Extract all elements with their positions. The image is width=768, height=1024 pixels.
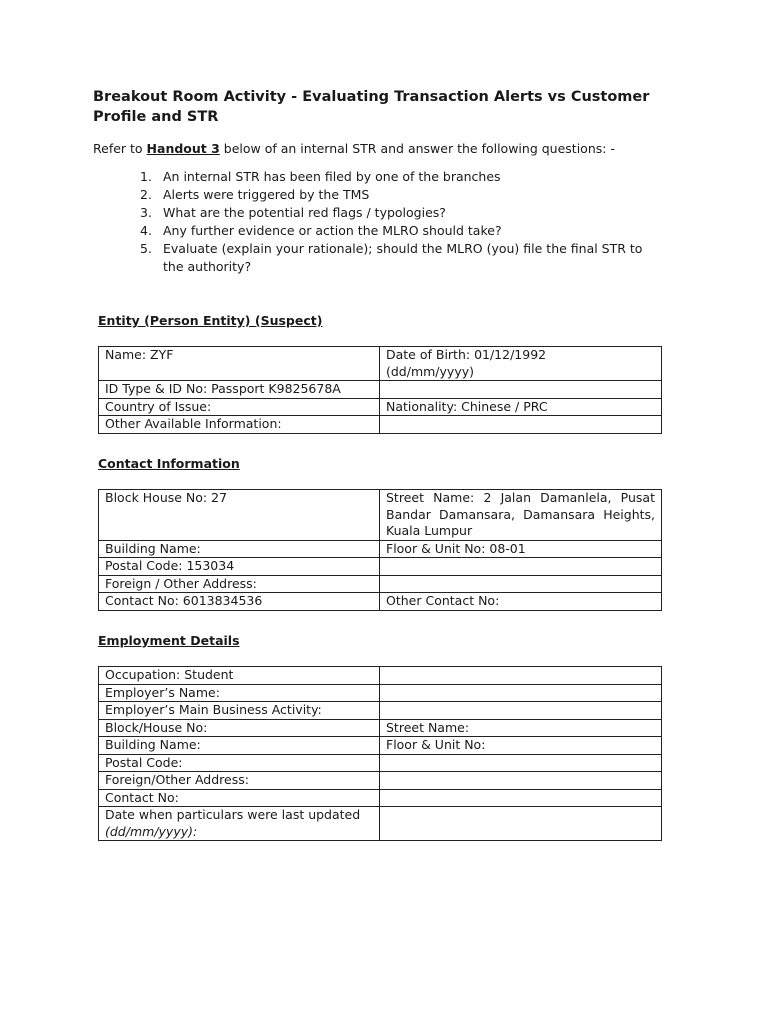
contact-no-cell: Contact No: — [99, 789, 380, 807]
table-row — [99, 416, 662, 434]
empty-cell — [380, 558, 662, 576]
id-cell: ID Type & ID No: Passport K9825678A — [99, 381, 380, 399]
contact-heading: Contact Information — [98, 456, 240, 471]
entity-heading: Entity (Person Entity) (Suspect) — [98, 313, 323, 328]
contact-no-cell: Contact No: 6013834536 — [99, 593, 380, 611]
last-updated-label: Date when particulars were last updated — [105, 807, 361, 822]
empty-cell — [380, 416, 662, 434]
question-number: 1. — [140, 169, 152, 184]
name-cell: Name: ZYF — [99, 347, 380, 381]
empty-cell — [380, 772, 662, 790]
empty-cell — [380, 381, 662, 399]
contact-table — [98, 489, 662, 611]
table-row — [99, 347, 662, 381]
postal-cell: Postal Code: 153034 — [99, 558, 380, 576]
employer-name-cell: Employer’s Name: — [99, 684, 380, 702]
other-contact-cell: Other Contact No: — [380, 593, 662, 611]
nationality-cell: Nationality: Chinese / PRC — [380, 398, 662, 416]
question-item — [140, 222, 660, 240]
dob-cell — [380, 347, 662, 381]
question-item — [140, 186, 660, 204]
question-text: Any further evidence or action the MLRO should take? — [163, 223, 502, 238]
table-row — [99, 719, 662, 737]
business-activity-cell: Employer’s Main Business Activity: — [99, 702, 380, 720]
table-row — [99, 667, 662, 685]
building-cell: Building Name: — [99, 737, 380, 755]
question-number: 4. — [140, 223, 152, 238]
question-text: Evaluate (explain your rationale); should the MLRO (you) file the final STR to the authority? — [163, 241, 643, 274]
question-number: 5. — [140, 241, 152, 256]
question-item — [140, 204, 660, 222]
question-list — [140, 168, 660, 276]
table-row — [99, 702, 662, 720]
table-row — [99, 754, 662, 772]
building-cell: Building Name: — [99, 540, 380, 558]
table-row — [99, 772, 662, 790]
question-text: What are the potential red flags / typologies? — [163, 205, 446, 220]
table-row — [99, 789, 662, 807]
floor-cell: Floor & Unit No: 08-01 — [380, 540, 662, 558]
empty-cell — [380, 684, 662, 702]
table-row — [99, 490, 662, 541]
table-row — [99, 575, 662, 593]
table-row — [99, 540, 662, 558]
street-cell: Street Name: — [380, 719, 662, 737]
employment-heading: Employment Details — [98, 633, 240, 648]
question-number: 3. — [140, 205, 152, 220]
street-cell: Street Name: 2 Jalan Damanlela, Pusat Bandar Damansara, Damansara Heights, Kuala Lumpur — [380, 490, 662, 541]
foreign-address-cell: Foreign/Other Address: — [99, 772, 380, 790]
table-row — [99, 398, 662, 416]
dob-format: (dd/mm/yyyy) — [386, 363, 474, 379]
last-updated-cell — [99, 807, 380, 841]
table-row — [99, 558, 662, 576]
page-title: Breakout Room Activity - Evaluating Transaction Alerts vs Customer Profile and STR — [93, 89, 650, 125]
foreign-address-cell: Foreign / Other Address: — [99, 575, 380, 593]
empty-cell — [380, 702, 662, 720]
other-info-cell: Other Available Information: — [99, 416, 380, 434]
empty-cell — [380, 807, 662, 841]
empty-cell — [380, 667, 662, 685]
empty-cell — [380, 575, 662, 593]
handout-reference: Handout 3 — [146, 141, 220, 156]
employment-table — [98, 666, 662, 841]
table-row — [99, 737, 662, 755]
intro-suffix: below of an internal STR and answer the following questions: - — [219, 141, 615, 156]
intro-prefix: Refer to — [93, 141, 147, 156]
question-item — [140, 240, 660, 276]
table-row — [99, 684, 662, 702]
dob-value: Date of Birth: 01/12/1992 — [386, 347, 547, 362]
country-cell: Country of Issue: — [99, 398, 380, 416]
intro-text — [93, 140, 615, 157]
question-item — [140, 168, 660, 186]
empty-cell — [380, 754, 662, 772]
table-row — [99, 593, 662, 611]
table-row — [99, 381, 662, 399]
question-text: An internal STR has been filed by one of the branches — [163, 169, 501, 184]
last-updated-format: (dd/mm/yyyy): — [105, 823, 198, 839]
question-text: Alerts were triggered by the TMS — [163, 187, 370, 202]
question-number: 2. — [140, 187, 152, 202]
empty-cell — [380, 789, 662, 807]
table-row — [99, 807, 662, 841]
floor-cell: Floor & Unit No: — [380, 737, 662, 755]
occupation-cell: Occupation: Student — [99, 667, 380, 685]
entity-table — [98, 346, 662, 434]
block-cell: Block House No: 27 — [99, 490, 380, 541]
block-cell: Block/House No: — [99, 719, 380, 737]
postal-cell: Postal Code: — [99, 754, 380, 772]
